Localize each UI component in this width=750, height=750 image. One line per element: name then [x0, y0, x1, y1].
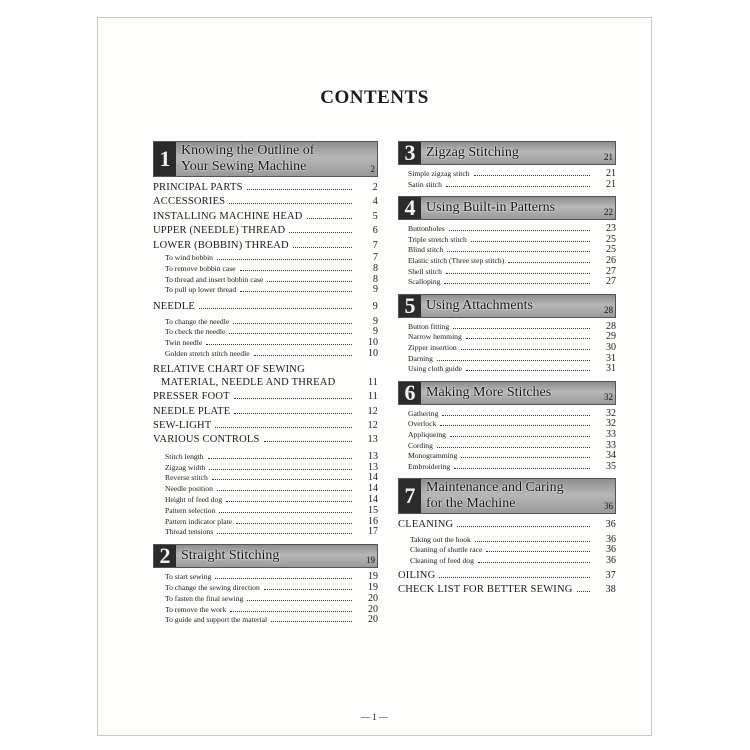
manual-page: [97, 17, 652, 736]
entry-page: 15: [368, 504, 378, 516]
leader-dots: [461, 457, 590, 458]
toc-entry: [398, 256, 616, 267]
entry-label: Cording: [408, 440, 433, 450]
entry-page: 19: [368, 582, 378, 594]
toc-entry: [398, 451, 616, 462]
leader-dots: [449, 230, 590, 231]
leader-dots: [217, 533, 352, 534]
leader-dots: [215, 427, 352, 428]
entry-label: To change the sewing direction: [165, 583, 260, 593]
entry-label: To remove bobbin case: [165, 263, 236, 273]
entry-page: 29: [606, 331, 616, 343]
leader-dots: [199, 308, 352, 309]
entry-label: To fasten the final sewing: [165, 593, 244, 603]
entry-label: Buttonholes: [408, 224, 445, 234]
leader-dots: [247, 600, 352, 601]
entry-page: 11: [367, 391, 378, 403]
entry-page: 25: [606, 233, 616, 245]
entry-page: 9: [373, 326, 378, 338]
toc-entry: [153, 419, 378, 433]
entry-label: To check the needle: [165, 327, 226, 337]
entry-label: RELATIVE CHART OF SEWING: [153, 363, 305, 375]
leader-dots: [264, 441, 352, 442]
entry-page: 13: [368, 461, 378, 473]
entry-label: LOWER (BOBBIN) THREAD: [153, 239, 289, 251]
toc-entry: [153, 349, 378, 360]
entry-page: 7: [372, 239, 378, 251]
entry-label: Stitch length: [165, 451, 204, 461]
toc-entry: [153, 405, 378, 419]
entry-label: Button fitting: [408, 321, 450, 331]
leader-dots: [217, 259, 352, 260]
section-number: 3: [399, 142, 421, 164]
entry-label: Gathering: [408, 408, 439, 418]
leader-dots: [474, 175, 590, 176]
entry-page: 32: [606, 418, 616, 430]
section-2-header: [153, 544, 378, 568]
right-column: [398, 141, 616, 598]
leader-dots: [446, 273, 590, 274]
toc-entry: [153, 338, 378, 349]
entry-label: Triple stretch stitch: [408, 234, 467, 244]
entry-page: 6: [372, 225, 378, 237]
entry-label: Twin needle: [165, 338, 203, 348]
entry-label: Golden stretch stitch needle: [165, 349, 250, 359]
entry-page: 12: [367, 420, 378, 432]
entry-label: Taking out the hook: [410, 534, 471, 544]
toc-entry: [153, 527, 378, 538]
section-title: Using Attachments: [426, 297, 533, 313]
toc-entry: [398, 409, 616, 420]
toc-entry: [153, 572, 378, 583]
entry-label: Zipper insertion: [408, 342, 457, 352]
entry-page: 20: [368, 592, 378, 604]
toc-entry: [398, 277, 616, 288]
entry-page: 5: [372, 210, 378, 222]
leader-dots: [219, 512, 352, 513]
leader-dots: [478, 562, 590, 563]
section-6-header: [398, 381, 616, 405]
toc-entry: [398, 267, 616, 278]
leader-dots: [264, 589, 352, 590]
entry-page: 27: [606, 276, 616, 288]
entry-label: CHECK LIST FOR BETTER SEWING: [398, 584, 573, 596]
entry-label: To start sewing: [165, 572, 212, 582]
section-number: 6: [399, 382, 421, 404]
entry-label: Elastic stitch (Three step stitch): [408, 255, 505, 265]
entry-label: Using cloth guide: [408, 364, 462, 374]
leader-dots: [437, 447, 590, 448]
entry-page: 8: [373, 273, 378, 285]
leader-dots: [229, 203, 352, 204]
entry-label: PRESSER FOOT: [153, 391, 230, 403]
toc-entry: [398, 556, 616, 567]
entry-label: PRINCIPAL PARTS: [153, 182, 243, 193]
entry-page: 21: [606, 178, 616, 190]
entry-label: INSTALLING MACHINE HEAD: [153, 210, 303, 222]
toc-entry: [153, 433, 378, 447]
leader-dots: [486, 551, 590, 552]
entry-page: 12: [367, 405, 378, 417]
page-number: — 1 —: [361, 712, 388, 722]
toc-entry: [398, 364, 616, 375]
left-column: [153, 141, 378, 626]
entry-page: 31: [606, 363, 616, 375]
entry-page: 9: [373, 284, 378, 296]
entry-label: To change the needle: [165, 316, 230, 326]
toc-entry: [398, 569, 616, 583]
toc-entry: [153, 615, 378, 626]
toc-entry: [398, 518, 616, 532]
leader-dots: [439, 577, 590, 578]
section-number: 2: [154, 545, 176, 567]
entry-page: 36: [606, 544, 616, 556]
entry-page: 20: [368, 603, 378, 615]
leader-dots: [577, 591, 590, 592]
leader-dots: [254, 355, 352, 356]
entry-page: 23: [606, 223, 616, 235]
entry-label: UPPER (NEEDLE) THREAD: [153, 225, 286, 237]
section-4-header: [398, 196, 616, 220]
leader-dots: [215, 578, 352, 579]
entry-label: Cleaning of feed dog: [410, 556, 474, 566]
toc-entry: [153, 224, 378, 238]
entry-label: Embroidering: [408, 461, 451, 471]
entry-page: 14: [368, 472, 378, 484]
entry-page: 28: [606, 320, 616, 332]
entry-page: 36: [605, 519, 616, 531]
entry-page: 35: [606, 460, 616, 472]
page-title: CONTENTS: [320, 87, 429, 108]
section-title-line: Your Sewing Machine: [181, 159, 307, 174]
leader-dots: [208, 458, 352, 459]
toc-entry: [398, 332, 616, 343]
entry-label: Height of feed dog: [165, 495, 223, 505]
entry-label: Blind stitch: [408, 245, 444, 255]
section-page: 19: [366, 555, 375, 566]
entry-label: NEEDLE: [153, 301, 196, 313]
section-title: Making More Stitches: [426, 384, 552, 400]
entry-page: 9: [372, 301, 378, 313]
section-title: Straight Stitching: [181, 548, 280, 564]
toc-entry: [153, 495, 378, 506]
toc-entry: [398, 224, 616, 235]
leader-dots: [240, 270, 352, 271]
leader-dots: [289, 232, 352, 233]
leader-dots: [230, 611, 352, 612]
leader-dots: [446, 186, 590, 187]
entry-label: Zigzag width: [165, 462, 206, 472]
entry-label: To pull up lower thread: [165, 285, 237, 295]
leader-dots: [271, 621, 352, 622]
section-3-header: [398, 141, 616, 165]
entry-label: NEEDLE PLATE: [153, 405, 231, 417]
entry-page: 8: [373, 262, 378, 274]
leader-dots: [447, 251, 590, 252]
entry-page: 13: [367, 434, 378, 446]
toc-entry: [398, 180, 616, 191]
entry-label: Simple zigzag stitch: [408, 169, 470, 178]
leader-dots: [475, 541, 590, 542]
toc-entry: [398, 169, 616, 180]
leader-dots: [471, 241, 590, 242]
leader-dots: [437, 360, 590, 361]
leader-dots: [307, 218, 352, 219]
leader-dots: [267, 281, 352, 282]
entry-page: 2: [372, 182, 378, 193]
toc-entry: [398, 462, 616, 473]
toc-entry: [398, 354, 616, 365]
entry-label: To remove the work: [165, 604, 227, 614]
entry-label: CLEANING: [398, 519, 454, 531]
entry-page: 9: [373, 315, 378, 327]
toc-entry: [398, 430, 616, 441]
entry-label: Appliqueing: [408, 429, 446, 439]
leader-dots: [236, 523, 352, 524]
entry-page: 14: [368, 494, 378, 506]
leader-dots: [466, 338, 590, 339]
toc-entry: [153, 605, 378, 616]
entry-page: 17: [368, 526, 378, 538]
entry-label: Reverse stitch: [165, 473, 208, 483]
leader-dots: [212, 479, 352, 480]
toc-entry: [153, 583, 378, 594]
entry-page: 13: [368, 450, 378, 462]
leader-dots: [229, 333, 352, 334]
entry-label: MATERIAL, NEEDLE AND THREAD: [161, 376, 336, 388]
entry-page: 30: [606, 341, 616, 353]
section-page: 2: [370, 164, 375, 174]
section-title-line: Maintenance and Caring: [426, 480, 564, 496]
leader-dots: [217, 490, 352, 491]
entry-page: 4: [372, 196, 378, 208]
entry-label: Overlock: [408, 419, 437, 429]
section-page: 28: [604, 304, 613, 315]
toc-entry: [153, 317, 378, 328]
entry-page: 37: [605, 570, 616, 582]
toc-entry: [398, 583, 616, 597]
toc-entry: [398, 235, 616, 246]
section-number: 7: [399, 479, 421, 513]
entry-label: VARIOUS CONTROLS: [153, 434, 260, 446]
toc-entry: [153, 390, 378, 404]
leader-dots: [442, 415, 590, 416]
toc-entry: [153, 473, 378, 484]
leader-dots: [457, 526, 590, 527]
entry-page: 14: [368, 483, 378, 495]
toc-entry: [153, 300, 378, 314]
entry-label: ACCESSORIES: [153, 196, 226, 208]
leader-dots: [234, 398, 352, 399]
toc-entry: [153, 210, 378, 224]
toc-entry: [153, 517, 378, 528]
toc-entry: [153, 327, 378, 338]
section-number: 5: [399, 295, 421, 317]
entry-page: 33: [606, 428, 616, 440]
leader-dots: [508, 262, 590, 263]
toc-entry: [153, 376, 378, 390]
entry-page: 21: [606, 168, 616, 179]
entry-page: 19: [368, 571, 378, 583]
leader-dots: [206, 344, 352, 345]
entry-page: 10: [368, 348, 378, 360]
toc-entry: [153, 181, 378, 195]
entry-label: Pattern indicator plate: [165, 516, 233, 526]
toc-entry: [153, 275, 378, 286]
entry-page: 33: [606, 439, 616, 451]
leader-dots: [247, 189, 352, 190]
entry-label: Thread tensions: [165, 527, 214, 537]
toc-entry: [153, 285, 378, 296]
entry-label: Narrow hemming: [408, 332, 462, 342]
section-title: Zigzag Stitching: [426, 145, 519, 160]
section-number: 4: [399, 197, 421, 219]
toc-entry: [153, 463, 378, 474]
section-title-line: for the Machine: [426, 496, 516, 512]
entry-label: To wind bobbin: [165, 253, 213, 263]
entry-label: Shell stitch: [408, 266, 442, 276]
toc-entry: [398, 419, 616, 430]
leader-dots: [440, 425, 590, 426]
entry-label: Darning: [408, 353, 433, 363]
entry-label: Pattern selection: [165, 505, 216, 515]
leader-dots: [240, 291, 352, 292]
leader-dots: [453, 328, 590, 329]
toc-entry: [153, 195, 378, 209]
section-title: Using Built-in Patterns: [426, 200, 556, 216]
entry-label: Scalloping: [408, 277, 441, 287]
toc-entry: [398, 441, 616, 452]
entry-label: To guide and support the material: [165, 615, 268, 625]
section-number: 1: [154, 142, 176, 176]
toc-entry: [153, 264, 378, 275]
section-page: 21: [604, 152, 613, 162]
leader-dots: [450, 436, 590, 437]
leader-dots: [209, 469, 352, 470]
leader-dots: [444, 283, 590, 284]
toc-entry: [398, 343, 616, 354]
entry-page: 11: [367, 376, 378, 388]
leader-dots: [466, 370, 590, 371]
section-page: 22: [604, 207, 613, 218]
leader-dots: [226, 501, 352, 502]
entry-page: 34: [606, 450, 616, 462]
entry-page: 7: [373, 252, 378, 264]
entry-label: Monogramming: [408, 451, 458, 461]
entry-page: 36: [606, 533, 616, 545]
entry-page: 36: [606, 555, 616, 567]
entry-page: 25: [606, 244, 616, 256]
leader-dots: [454, 468, 590, 469]
entry-page: 31: [606, 352, 616, 364]
entry-page: 27: [606, 265, 616, 277]
toc-entry: [153, 452, 378, 463]
entry-page: 20: [368, 614, 378, 626]
section-page: 32: [604, 391, 613, 402]
section-1-header: [153, 141, 378, 177]
toc-entry: [153, 506, 378, 517]
toc-entry: [153, 253, 378, 264]
toc-entry: [153, 594, 378, 605]
toc-entry: [398, 322, 616, 333]
section-page: 36: [604, 501, 613, 512]
entry-page: 32: [606, 407, 616, 419]
section-5-header: [398, 294, 616, 318]
toc-entry: [398, 535, 616, 546]
toc-entry: [153, 484, 378, 495]
leader-dots: [461, 349, 590, 350]
entry-page: 16: [368, 515, 378, 527]
entry-label: Needle position: [165, 484, 213, 494]
section-title-line: Knowing the Outline of: [181, 143, 315, 158]
section-7-header: [398, 478, 616, 514]
entry-label: Satin stitch: [408, 179, 442, 189]
leader-dots: [233, 323, 352, 324]
toc-entry: [153, 239, 378, 253]
entry-page: 10: [368, 337, 378, 349]
entry-page: 26: [606, 254, 616, 266]
entry-label: OILING: [398, 570, 436, 582]
entry-page: 38: [605, 584, 616, 596]
entry-label: SEW-LIGHT: [153, 420, 212, 432]
toc-entry: [398, 245, 616, 256]
leader-dots: [234, 413, 352, 414]
toc-entry: [398, 545, 616, 556]
entry-label: To thread and insert bobbin case: [165, 274, 264, 284]
leader-dots: [293, 247, 352, 248]
entry-label: Cleaning of shuttle race: [410, 545, 483, 555]
